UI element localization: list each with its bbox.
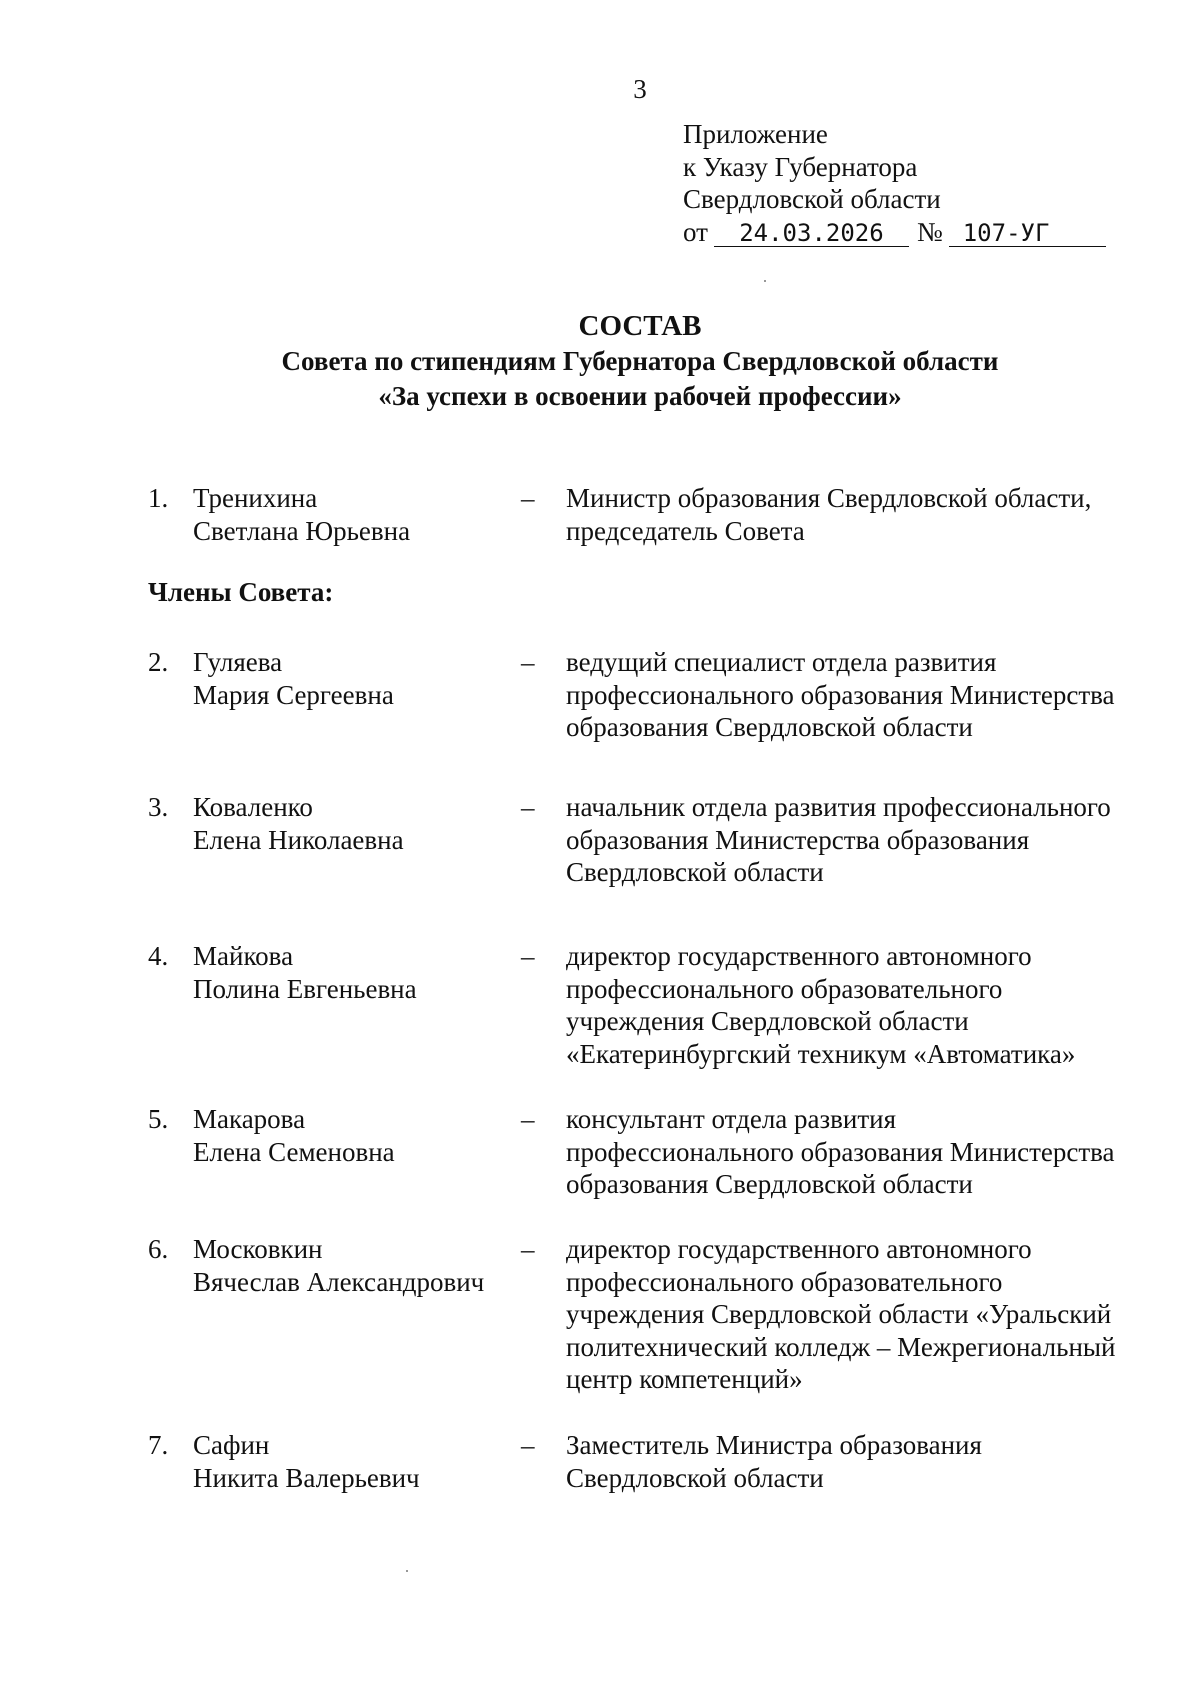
position-line: профессионального образования Министерства: [566, 679, 1115, 710]
scan-speck: [406, 1570, 408, 1572]
appendix-line-3: Свердловской области: [683, 184, 941, 214]
member-number: 4.: [148, 941, 169, 971]
position-line: консультант отдела развития: [566, 1104, 897, 1134]
position-line: профессионального образовательного: [566, 1266, 1003, 1297]
member-name: [193, 1233, 523, 1298]
position-line: профессионального образовательного: [566, 973, 1003, 1004]
member-name: [193, 791, 523, 856]
position-line: учреждения Свердловской области «Уральский: [566, 1299, 1112, 1329]
position-line: Заместитель Министра образования: [566, 1430, 982, 1460]
member-given-names: Полина Евгеньевна: [193, 973, 417, 1004]
member-surname: Тренихина: [193, 483, 318, 513]
position-line: образования Министерства образования: [566, 824, 1030, 855]
position-line: «Екатеринбургский техникум «Автоматика»: [566, 1038, 1076, 1069]
position-line: председатель Совета: [566, 515, 805, 546]
member-surname: Коваленко: [193, 792, 313, 822]
separator-dash: –: [521, 792, 535, 822]
member-position: [566, 646, 1166, 744]
position-line: Свердловской области: [566, 857, 824, 887]
appendix-block: [683, 118, 1106, 248]
title-main: СОСТАВ: [578, 310, 702, 342]
member-number: 2.: [148, 647, 169, 677]
member-number: 3.: [148, 792, 169, 822]
title-line-1: Совета по стипендиям Губернатора Свердловской области: [281, 346, 999, 376]
number-prefix: №: [916, 216, 943, 247]
position-line: центр компетенций»: [566, 1364, 803, 1394]
position-line: профессионального образования Министерства: [566, 1136, 1115, 1167]
scan-speck: [764, 280, 766, 282]
member-surname: Сафин: [193, 1430, 270, 1460]
separator-dash: –: [521, 1234, 535, 1264]
member-surname: Гуляева: [193, 647, 283, 677]
separator-dash: –: [521, 647, 535, 677]
position-line: образования Свердловской области: [566, 1169, 973, 1199]
member-number: 6.: [148, 1234, 169, 1264]
member-given-names: Никита Валерьевич: [193, 1462, 420, 1493]
appendix-line-1: Приложение: [683, 119, 828, 149]
member-position: [566, 482, 1166, 547]
member-name: [193, 1429, 523, 1494]
member-name: [193, 1103, 523, 1168]
member-given-names: Вячеслав Александрович: [193, 1266, 485, 1297]
member-position: [566, 791, 1166, 889]
member-given-names: Елена Семеновна: [193, 1136, 395, 1167]
date-prefix: от: [683, 216, 708, 247]
member-position: [566, 1233, 1166, 1396]
member-given-names: Елена Николаевна: [193, 824, 404, 855]
document-title: [0, 308, 1200, 414]
decree-date: 24.03.2026: [714, 220, 909, 247]
position-line: директор государственного автономного: [566, 1234, 1032, 1264]
member-position: [566, 1103, 1166, 1201]
member-number: 1.: [148, 483, 169, 513]
position-line: директор государственного автономного: [566, 941, 1032, 971]
members-heading: Члены Совета:: [148, 577, 334, 607]
member-number: 7.: [148, 1430, 169, 1460]
position-line: политехнический колледж – Межрегиональный: [566, 1331, 1116, 1362]
position-line: Свердловской области: [566, 1462, 824, 1493]
position-line: ведущий специалист отдела развития: [566, 647, 997, 677]
member-name: [193, 940, 523, 1005]
separator-dash: –: [521, 941, 535, 971]
decree-date-number-line: [683, 216, 1106, 249]
member-position: [566, 940, 1166, 1070]
position-line: учреждения Свердловской области: [566, 1006, 969, 1036]
separator-dash: –: [521, 1104, 535, 1134]
separator-dash: –: [521, 1430, 535, 1460]
member-surname: Макарова: [193, 1104, 306, 1134]
position-line: образования Свердловской области: [566, 712, 973, 742]
page-number: 3: [633, 74, 647, 104]
member-given-names: Мария Сергеевна: [193, 679, 394, 710]
member-position: [566, 1429, 1166, 1494]
member-given-names: Светлана Юрьевна: [193, 515, 411, 546]
member-name: [193, 482, 523, 547]
position-line: Министр образования Свердловской области,: [566, 483, 1092, 513]
appendix-line-2: к Указу Губернатора: [683, 151, 918, 182]
position-line: начальник отдела развития профессионального: [566, 792, 1111, 822]
title-line-2: «За успехи в освоении рабочей профессии»: [378, 381, 902, 411]
member-surname: Московкин: [193, 1234, 323, 1264]
member-surname: Майкова: [193, 941, 294, 971]
separator-dash: –: [521, 483, 535, 513]
member-number: 5.: [148, 1104, 169, 1134]
decree-number: 107-УГ: [949, 220, 1106, 247]
member-name: [193, 646, 523, 711]
